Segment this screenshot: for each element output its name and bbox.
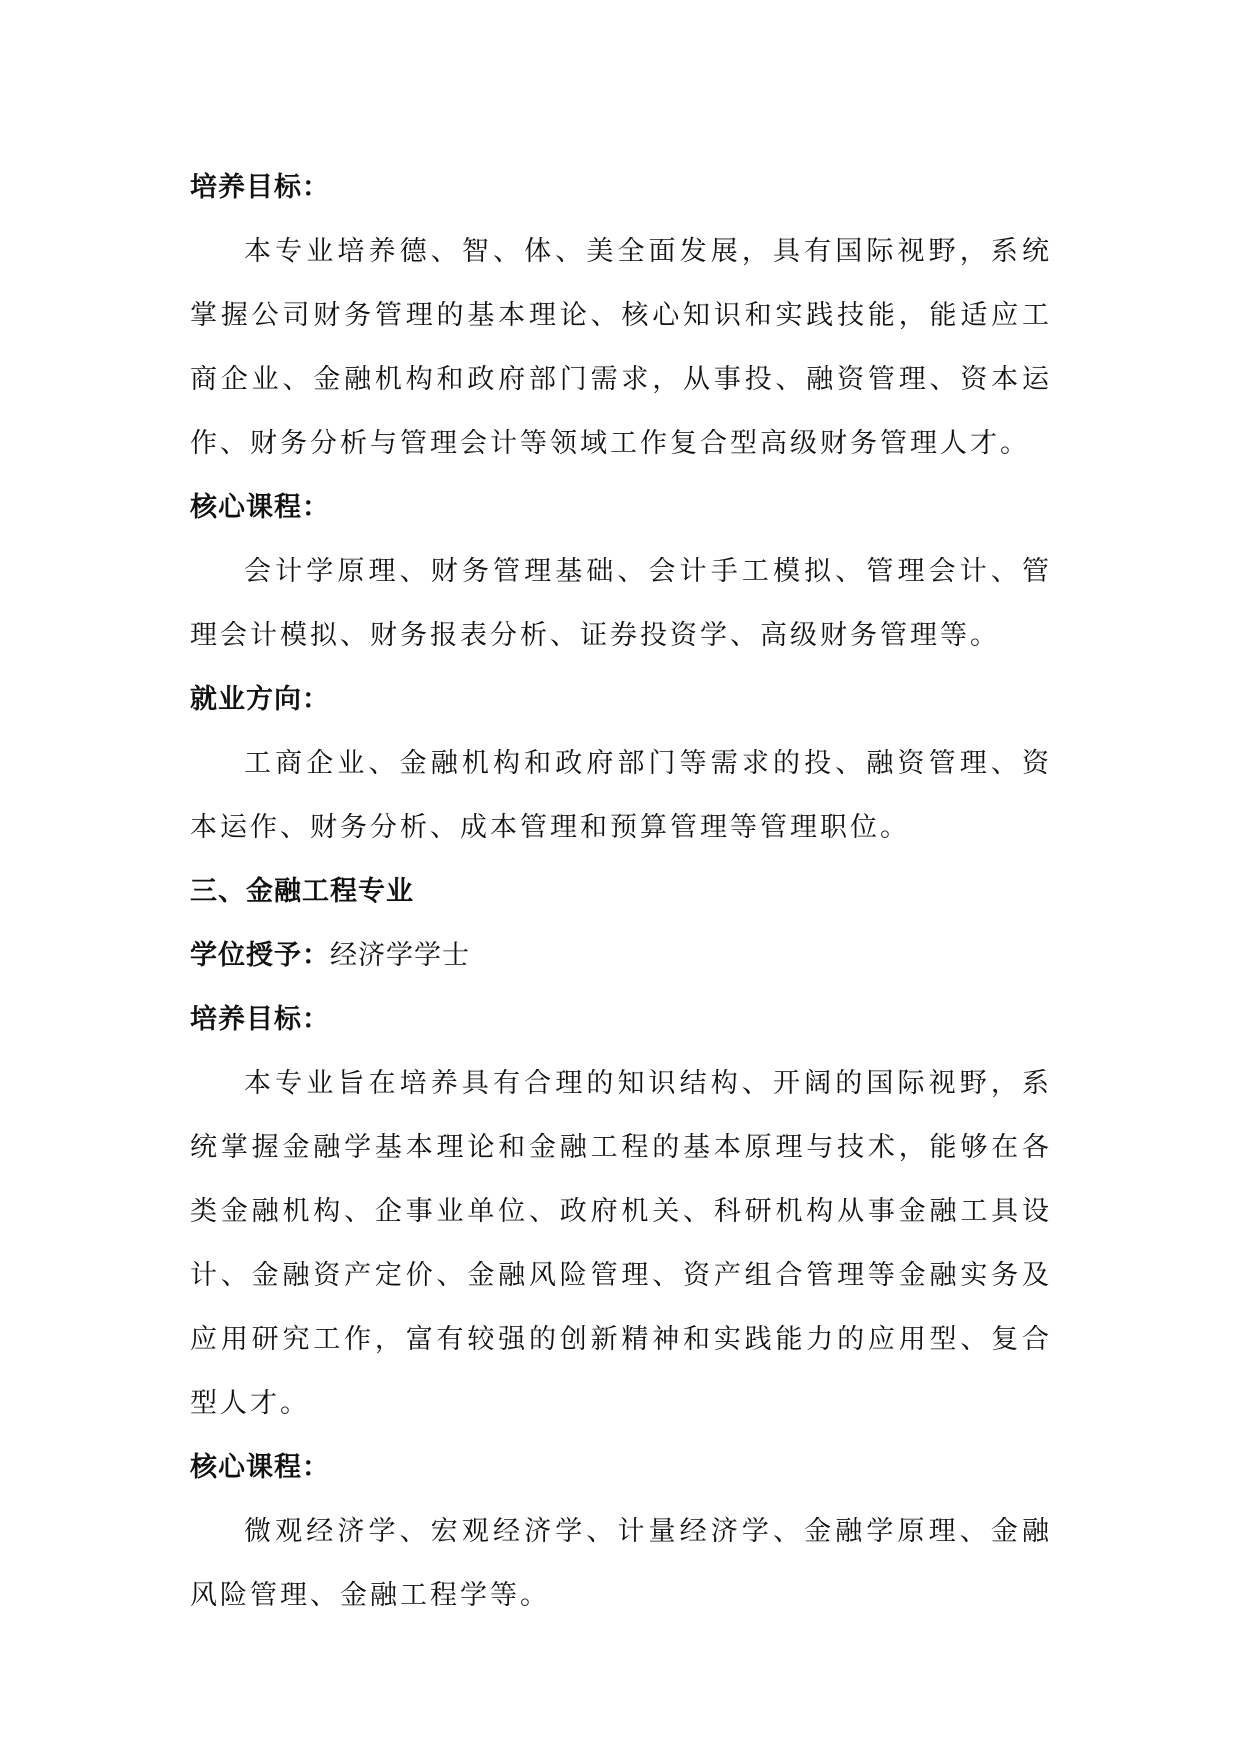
degree-label: 学位授予： <box>190 940 330 971</box>
career-paragraph: 工商企业、金融机构和政府部门等需求的投、融资管理、资本运作、财务分析、成本管理和预算管理等管理职位。 <box>190 748 1052 843</box>
goal-heading: 培养目标： <box>190 172 330 203</box>
goal-heading-2: 培养目标： <box>190 1004 330 1035</box>
courses-heading-2: 核心课程： <box>190 1452 330 1483</box>
document-content <box>190 156 1052 1628</box>
courses-paragraph: 会计学原理、财务管理基础、会计手工模拟、管理会计、管理会计模拟、财务报表分析、证券投资学、高级财务管理等。 <box>190 556 1052 651</box>
courses-paragraph-2: 微观经济学、宏观经济学、计量经济学、金融学原理、金融风险管理、金融工程学等。 <box>190 1516 1052 1611</box>
major-title: 三、金融工程专业 <box>190 876 414 907</box>
goal-paragraph: 本专业培养德、智、体、美全面发展，具有国际视野，系统掌握公司财务管理的基本理论、核心知识和实践技能，能适应工商企业、金融机构和政府部门需求，从事投、融资管理、资本运作、财务分析与管理会计等领域工作复合型高级财务管理人才。 <box>190 236 1052 459</box>
courses-heading: 核心课程： <box>190 492 330 523</box>
career-heading: 就业方向： <box>190 684 330 715</box>
goal-paragraph-2: 本专业旨在培养具有合理的知识结构、开阔的国际视野，系统掌握金融学基本理论和金融工程的基本原理与技术，能够在各类金融机构、企事业单位、政府机关、科研机构从事金融工具设计、金融资产定价、金融风险管理、资产组合管理等金融实务及应用研究工作，富有较强的创新精神和实践能力的应用型、复合型人才。 <box>190 1068 1052 1419</box>
degree-value: 经济学学士 <box>330 940 470 971</box>
degree-line <box>190 924 1052 988</box>
